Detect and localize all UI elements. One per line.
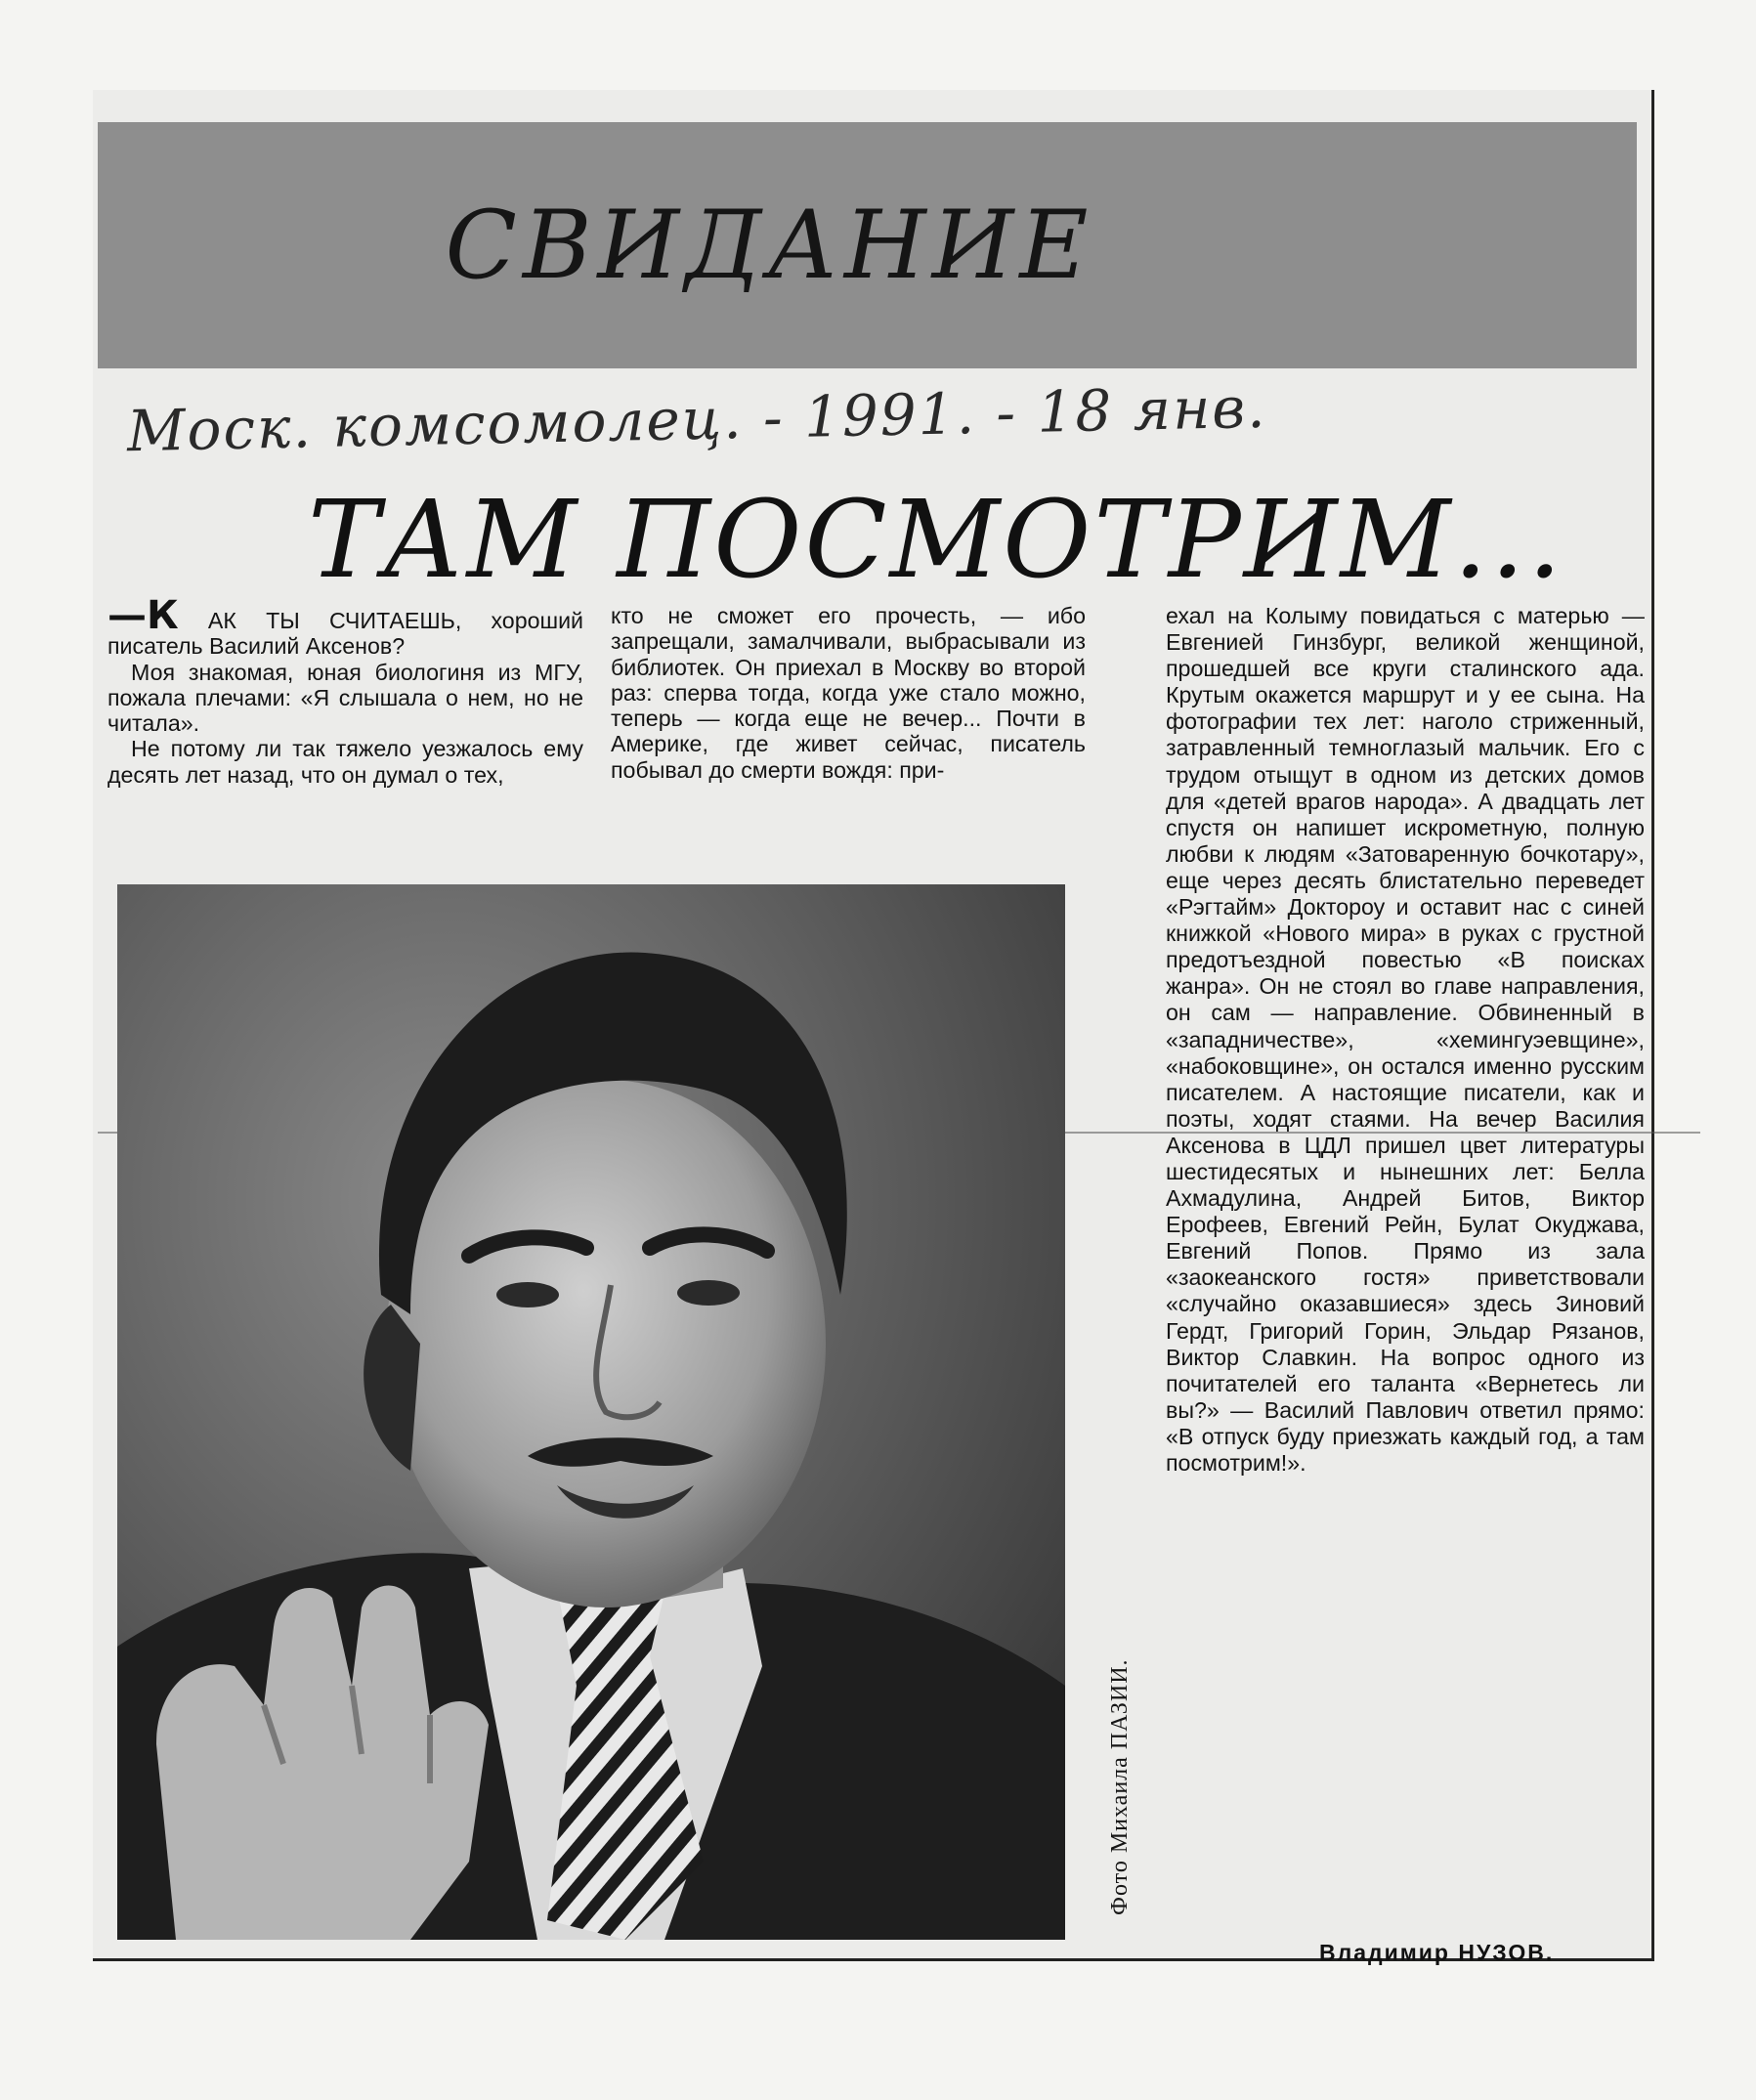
article-headline: ТАМ ПОСМОТРИМ... <box>308 477 1565 602</box>
paragraph: ехал на Колыму повидаться с матерью — Евгенией Гинзбург, великой женщиной, прошедшей все круги сталинского ада. Крутым окажется маршрут и у ее сына. На фотографии тех лет: наголо стриженный, затравленный темноглазый мальчик. Его с трудом отыщут в одном из детских домов для «детей врагов народа». А двадцать лет спустя он напишет искрометную, полную любви к людям «Затоваренную бочкотару», еще через десять блистательно переведет «Рэгтайм» Доктороу и оставит нас с синей книжкой «Нового мира» в руках с грустной предотъездной повестью «В поисках жанра». Он не стоял во главе направления, он сам — направление. Обвиненный в «западничестве», «хемингуэевщине», «набоковщине», он остался именно русским писателем. А настоящие писатели, как и поэты, ходят стаями. На вечер Василия Аксенова в ЦДЛ пришел цвет литературы шестидесятых и нынешних лет: Белла Ахмадулина, Андрей Битов, Виктор Ерофеев, Евгений Рейн, Булат Окуджава, Евгений Попов. Прямо из зала «заокеанского гостя» приветствовали «случайно оказавшиеся» здесь Зиновий Гердт, Григорий Горин, Эльдар Рязанов, Виктор Славкин. На вопрос одного из почитателей его таланта «Вернетесь ли вы?» — Василий Павлович ответил прямо: «В отпуск буду приезжать каждый год, а там посмотрим!». <box>1166 603 1645 1476</box>
handwritten-source-note: Моск. комсомолец. - 1991. - 18 янв. <box>126 373 1268 465</box>
paragraph: Моя знакомая, юная биологиня из МГУ, пожала плечами: «Я слышала о нем, но не читала». <box>107 659 583 737</box>
text-column-1 <box>107 593 583 788</box>
portrait-photo <box>117 884 1065 1940</box>
portrait-illustration <box>117 884 1065 1940</box>
text-column-3 <box>1166 603 1645 1477</box>
drop-cap: —К <box>107 593 179 638</box>
author-byline: Владимир НУЗОВ. <box>1319 1940 1555 1965</box>
rubric-title: СВИДАНИЕ <box>445 191 1094 300</box>
paragraph: Не потому ли так тяжело уезжалось ему десять лет назад, что он думал о тех, <box>107 736 583 788</box>
paragraph: АК ТЫ СЧИТАЕШЬ, хороший писатель Василий Аксенов? <box>107 608 583 660</box>
rubric-banner <box>98 122 1637 368</box>
photo-credit: Фото Михаила ПАЗИИ. <box>1107 1658 1133 1915</box>
text-column-2 <box>611 603 1086 783</box>
paragraph: кто не сможет его прочесть, — ибо запрещали, замалчивали, выбрасывали из библиотек. Он приехал в Москву во второй раз: сперва тогда, когда уже стало можно, теперь — когда еще не вечер... Почти в Америке, где живет сейчас, писатель побывал до смерти вождя: при- <box>611 603 1086 783</box>
